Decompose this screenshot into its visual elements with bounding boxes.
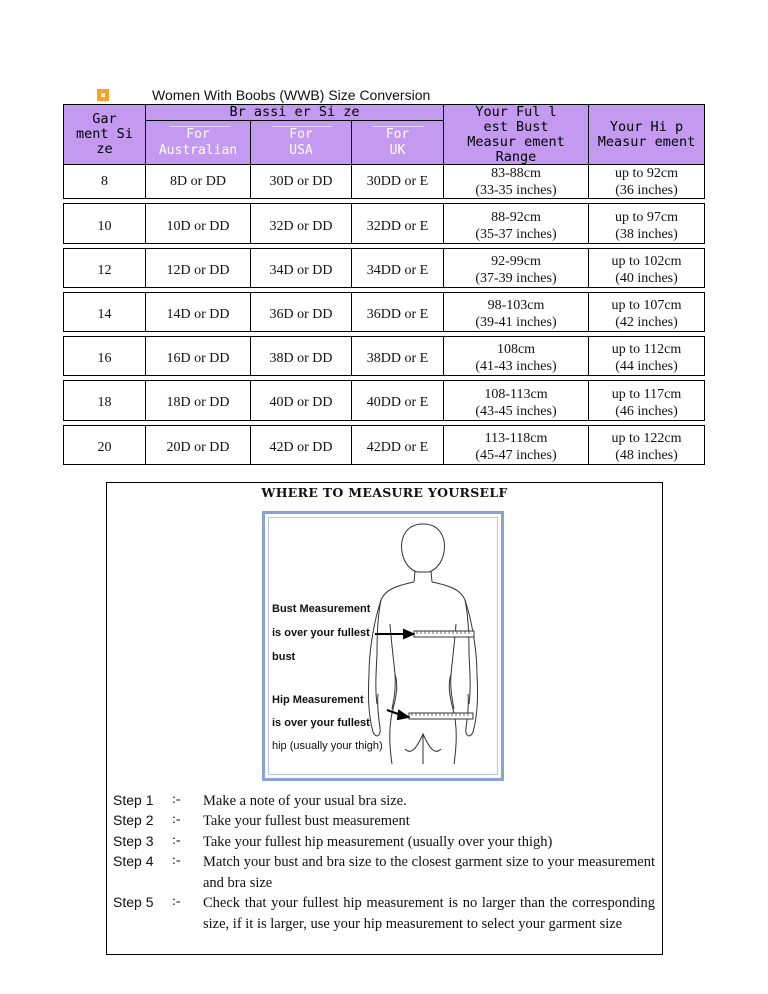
cell-garment-size: 8 xyxy=(101,174,108,189)
step-label: Step 1 xyxy=(113,792,154,808)
step-colon: :- xyxy=(172,894,181,909)
cell-hip: up to 102cm (40 inches) xyxy=(611,254,682,286)
cell-au: 18D or DD xyxy=(166,395,230,410)
step-colon: :- xyxy=(172,792,181,807)
subheader-rule xyxy=(272,126,332,127)
cell-garment-size: 10 xyxy=(97,218,112,234)
step-text: Take your fullest hip measurement (usually over your thigh) xyxy=(203,834,553,850)
cell-au: 16D or DD xyxy=(166,350,230,366)
cell-au: 14D or DD xyxy=(166,306,230,322)
step-label: Step 4 xyxy=(113,853,154,869)
cell-uk: 40DD or E xyxy=(366,395,429,410)
body-figure xyxy=(262,511,504,781)
step-colon: :- xyxy=(172,812,181,827)
header-hip-measurement: Your Hi p Measur ement xyxy=(589,105,704,164)
cell-usa: 40D or DD xyxy=(269,395,333,410)
step-text: Check that your fullest hip measurement is no larger than the corresponding size, if it is larger, use your hip measurement to select your garment size xyxy=(203,895,655,932)
cell-uk: 34DD or E xyxy=(366,262,429,278)
hip-label-3: hip (usually your thigh) xyxy=(272,740,383,752)
cell-usa: 36D or DD xyxy=(269,306,333,322)
cell-bust: 88-92cm (35-37 inches) xyxy=(475,210,557,242)
header-bust-range: Your Ful l est Bust Measur ement Range xyxy=(444,105,588,164)
hip-label-1: Hip Measurement xyxy=(272,694,364,706)
header-for-uk: For UK xyxy=(352,121,443,164)
subheader-rule xyxy=(170,126,230,127)
cell-hip: up to 112cm (44 inches) xyxy=(611,342,682,374)
step-label: Step 5 xyxy=(113,894,154,910)
step-text: Make a note of your usual bra size. xyxy=(203,793,407,809)
cell-bust: 108cm (41-43 inches) xyxy=(475,342,557,374)
cell-garment-size: 12 xyxy=(97,262,112,278)
cell-usa: 42D or DD xyxy=(269,439,333,455)
step-label: Step 2 xyxy=(113,812,154,828)
bullet-icon xyxy=(97,89,109,101)
step-colon: :- xyxy=(172,833,181,848)
step-text: Take your fullest bust measurement xyxy=(203,813,410,829)
bust-label-2: is over your fullest xyxy=(272,627,370,639)
cell-uk: 42DD or E xyxy=(366,439,429,455)
step-colon: :- xyxy=(172,853,181,868)
cell-hip: up to 107cm (42 inches) xyxy=(611,298,682,330)
cell-bust: 113-118cm (45-47 inches) xyxy=(475,431,557,463)
cell-au: 8D or DD xyxy=(170,174,226,189)
cell-bust: 98-103cm (39-41 inches) xyxy=(475,298,557,330)
bust-tape xyxy=(414,631,474,637)
header-brassier-size: Br assi er Si ze xyxy=(146,105,443,120)
cell-bust: 92-99cm (37-39 inches) xyxy=(475,254,557,286)
step-label: Step 3 xyxy=(113,833,154,849)
bust-label-1: Bust Measurement xyxy=(272,603,371,615)
row-separator xyxy=(63,375,705,381)
cell-uk: 38DD or E xyxy=(366,350,429,366)
hip-tape xyxy=(409,713,473,719)
row-separator xyxy=(63,331,705,337)
step-text: Match your bust and bra size to the closest garment size to your measurement and bra size xyxy=(203,854,655,891)
cell-bust: 108-113cm (43-45 inches) xyxy=(475,386,557,419)
cell-uk: 36DD or E xyxy=(366,306,429,322)
row-separator xyxy=(63,243,705,249)
measure-box xyxy=(106,482,663,955)
cell-garment-size: 18 xyxy=(97,395,112,410)
cell-usa: 32D or DD xyxy=(269,218,333,234)
bust-label-3: bust xyxy=(272,651,296,663)
cell-usa: 30D or DD xyxy=(269,174,333,189)
header-for-usa: For USA xyxy=(251,121,351,164)
cell-uk: 32DD or E xyxy=(366,218,429,234)
row-separator xyxy=(63,198,705,204)
cell-hip: up to 97cm (38 inches) xyxy=(615,210,678,242)
header-divider xyxy=(145,120,443,121)
cell-uk: 30DD or E xyxy=(366,174,429,189)
cell-usa: 38D or DD xyxy=(269,350,333,366)
measure-title: WHERE TO MEASURE YOURSELF xyxy=(261,485,508,500)
cell-hip: up to 122cm (48 inches) xyxy=(611,431,682,463)
hip-label-2: is over your fullest xyxy=(272,717,370,729)
header-for-australian: For Australian xyxy=(146,121,250,164)
cell-garment-size: 16 xyxy=(97,350,112,366)
cell-au: 12D or DD xyxy=(166,262,230,278)
table-title: Women With Boobs (WWB) Size Conversion xyxy=(152,87,431,103)
cell-usa: 34D or DD xyxy=(269,262,333,278)
cell-garment-size: 14 xyxy=(97,306,112,322)
header-garment-size: Gar ment Si ze xyxy=(64,105,145,164)
cell-hip: up to 117cm (46 inches) xyxy=(611,386,682,419)
subheader-rule xyxy=(372,126,424,127)
cell-au: 20D or DD xyxy=(166,439,230,455)
cell-bust: 83-88cm (33-35 inches) xyxy=(475,165,557,198)
cell-garment-size: 20 xyxy=(97,439,112,455)
cell-au: 10D or DD xyxy=(166,218,230,234)
cell-hip: up to 92cm (36 inches) xyxy=(615,165,678,198)
row-separator xyxy=(63,420,705,426)
row-separator xyxy=(63,287,705,293)
